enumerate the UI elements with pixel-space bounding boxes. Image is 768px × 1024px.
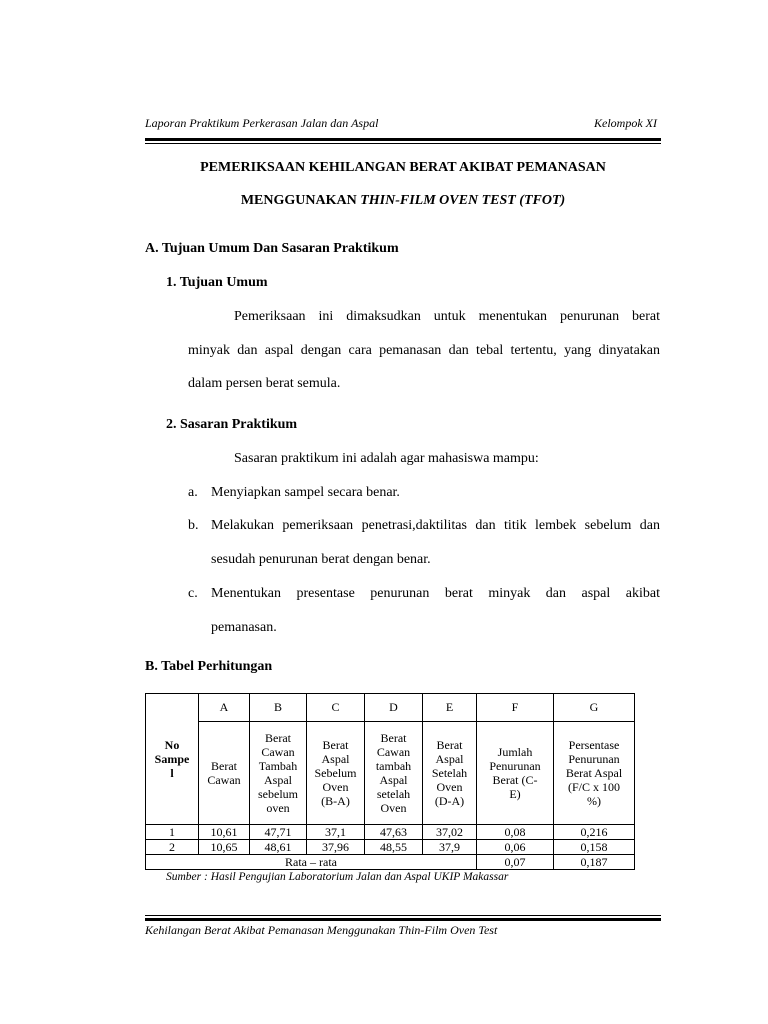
col-desc-f: Jumlah Penurunan Berat (C- E) <box>477 722 554 825</box>
sub1-heading: 1. Tujuan Umum <box>166 275 268 290</box>
table-cell: 37,9 <box>423 840 477 855</box>
table-cell: 0,216 <box>554 825 635 840</box>
table-cell: 47,71 <box>250 825 307 840</box>
table-cell: 1 <box>146 825 199 840</box>
col-letter-g: G <box>554 694 635 722</box>
header-left: Laporan Praktikum Perkerasan Jalan dan Aspal <box>145 116 379 130</box>
table-row <box>146 825 635 840</box>
header-right: Kelompok XI <box>594 116 657 130</box>
table-cell: 10,61 <box>199 825 250 840</box>
list-item-b-line-1: Melakukan pemeriksaan penetrasi,daktilitas dan titik lembek sebelum dan <box>211 518 660 533</box>
no-sample-header: No Sampe l <box>146 694 199 825</box>
list-item-c-line-2: pemanasan. <box>211 620 277 635</box>
col-desc-a: Berat Cawan <box>199 722 250 825</box>
table-average-row <box>146 855 635 870</box>
list-label-c: c. <box>188 586 198 601</box>
section-a-heading: A. Tujuan Umum Dan Sasaran Praktikum <box>145 241 399 256</box>
title-line-2 <box>145 193 661 209</box>
title-italic: THIN-FILM OVEN TEST (TFOT) <box>360 193 566 208</box>
sub2-intro: Sasaran praktikum ini adalah agar mahasiswa mampu: <box>234 451 539 466</box>
average-f: 0,07 <box>477 855 554 870</box>
average-g: 0,187 <box>554 855 635 870</box>
sub1-line-1: Pemeriksaan ini dimaksudkan untuk menentukan penurunan berat <box>234 309 660 324</box>
col-letter-e: E <box>423 694 477 722</box>
footer-rule-thin <box>145 915 661 916</box>
table-cell: 37,96 <box>307 840 365 855</box>
col-letter-d: D <box>365 694 423 722</box>
col-desc-c: Berat Aspal Sebelum Oven (B-A) <box>307 722 365 825</box>
col-letter-b: B <box>250 694 307 722</box>
page-footer: Kehilangan Berat Akibat Pemanasan Menggunakan Thin-Film Oven Test <box>145 923 498 937</box>
table-cell: 48,55 <box>365 840 423 855</box>
table-cell: 48,61 <box>250 840 307 855</box>
col-letter-f: F <box>477 694 554 722</box>
section-b-heading: B. Tabel Perhitungan <box>145 659 273 674</box>
calculation-table <box>145 693 635 870</box>
table-cell: 0,06 <box>477 840 554 855</box>
header-rule-thin <box>145 143 661 144</box>
table-description-row <box>146 722 635 825</box>
list-label-b: b. <box>188 518 199 533</box>
table-source: Sumber : Hasil Pengujian Laboratorium Jalan dan Aspal UKIP Makassar <box>166 871 509 883</box>
table-cell: 47,63 <box>365 825 423 840</box>
col-desc-b: Berat Cawan Tambah Aspal sebelum oven <box>250 722 307 825</box>
sub1-line-2: minyak dan aspal dengan cara pemanasan dan tebal tertentu, yang dinyatakan <box>188 343 660 358</box>
list-item-c-line-1: Menentukan presentase penurunan berat minyak dan aspal akibat <box>211 586 660 601</box>
table-row <box>146 840 635 855</box>
col-desc-g: Persentase Penurunan Berat Aspal (F/C x 100 %) <box>554 722 635 825</box>
sub2-heading: 2. Sasaran Praktikum <box>166 417 298 432</box>
title-prefix: MENGGUNAKAN <box>240 193 361 208</box>
col-desc-d: Berat Cawan tambah Aspal setelah Oven <box>365 722 423 825</box>
table-cell: 37,02 <box>423 825 477 840</box>
average-label: Rata – rata <box>146 855 477 870</box>
list-item-a-line-1: Menyiapkan sampel secara benar. <box>211 485 400 500</box>
list-item-b-line-2: sesudah penurunan berat dengan benar. <box>211 552 431 567</box>
table-cell: 37,1 <box>307 825 365 840</box>
sub1-line-3: dalam persen berat semula. <box>188 376 341 391</box>
col-letter-a: A <box>199 694 250 722</box>
header-rule-thick <box>145 138 661 141</box>
table-cell: 2 <box>146 840 199 855</box>
title-line-1: PEMERIKSAAN KEHILANGAN BERAT AKIBAT PEMANASAN <box>200 160 606 175</box>
table-cell: 0,08 <box>477 825 554 840</box>
list-label-a: a. <box>188 485 198 500</box>
page-header <box>145 116 657 131</box>
col-desc-e: Berat Aspal Setelah Oven (D-A) <box>423 722 477 825</box>
footer-rule-thick <box>145 918 661 921</box>
table-cell: 10,65 <box>199 840 250 855</box>
table-cell: 0,158 <box>554 840 635 855</box>
col-letter-c: C <box>307 694 365 722</box>
table-letter-row <box>146 694 635 722</box>
